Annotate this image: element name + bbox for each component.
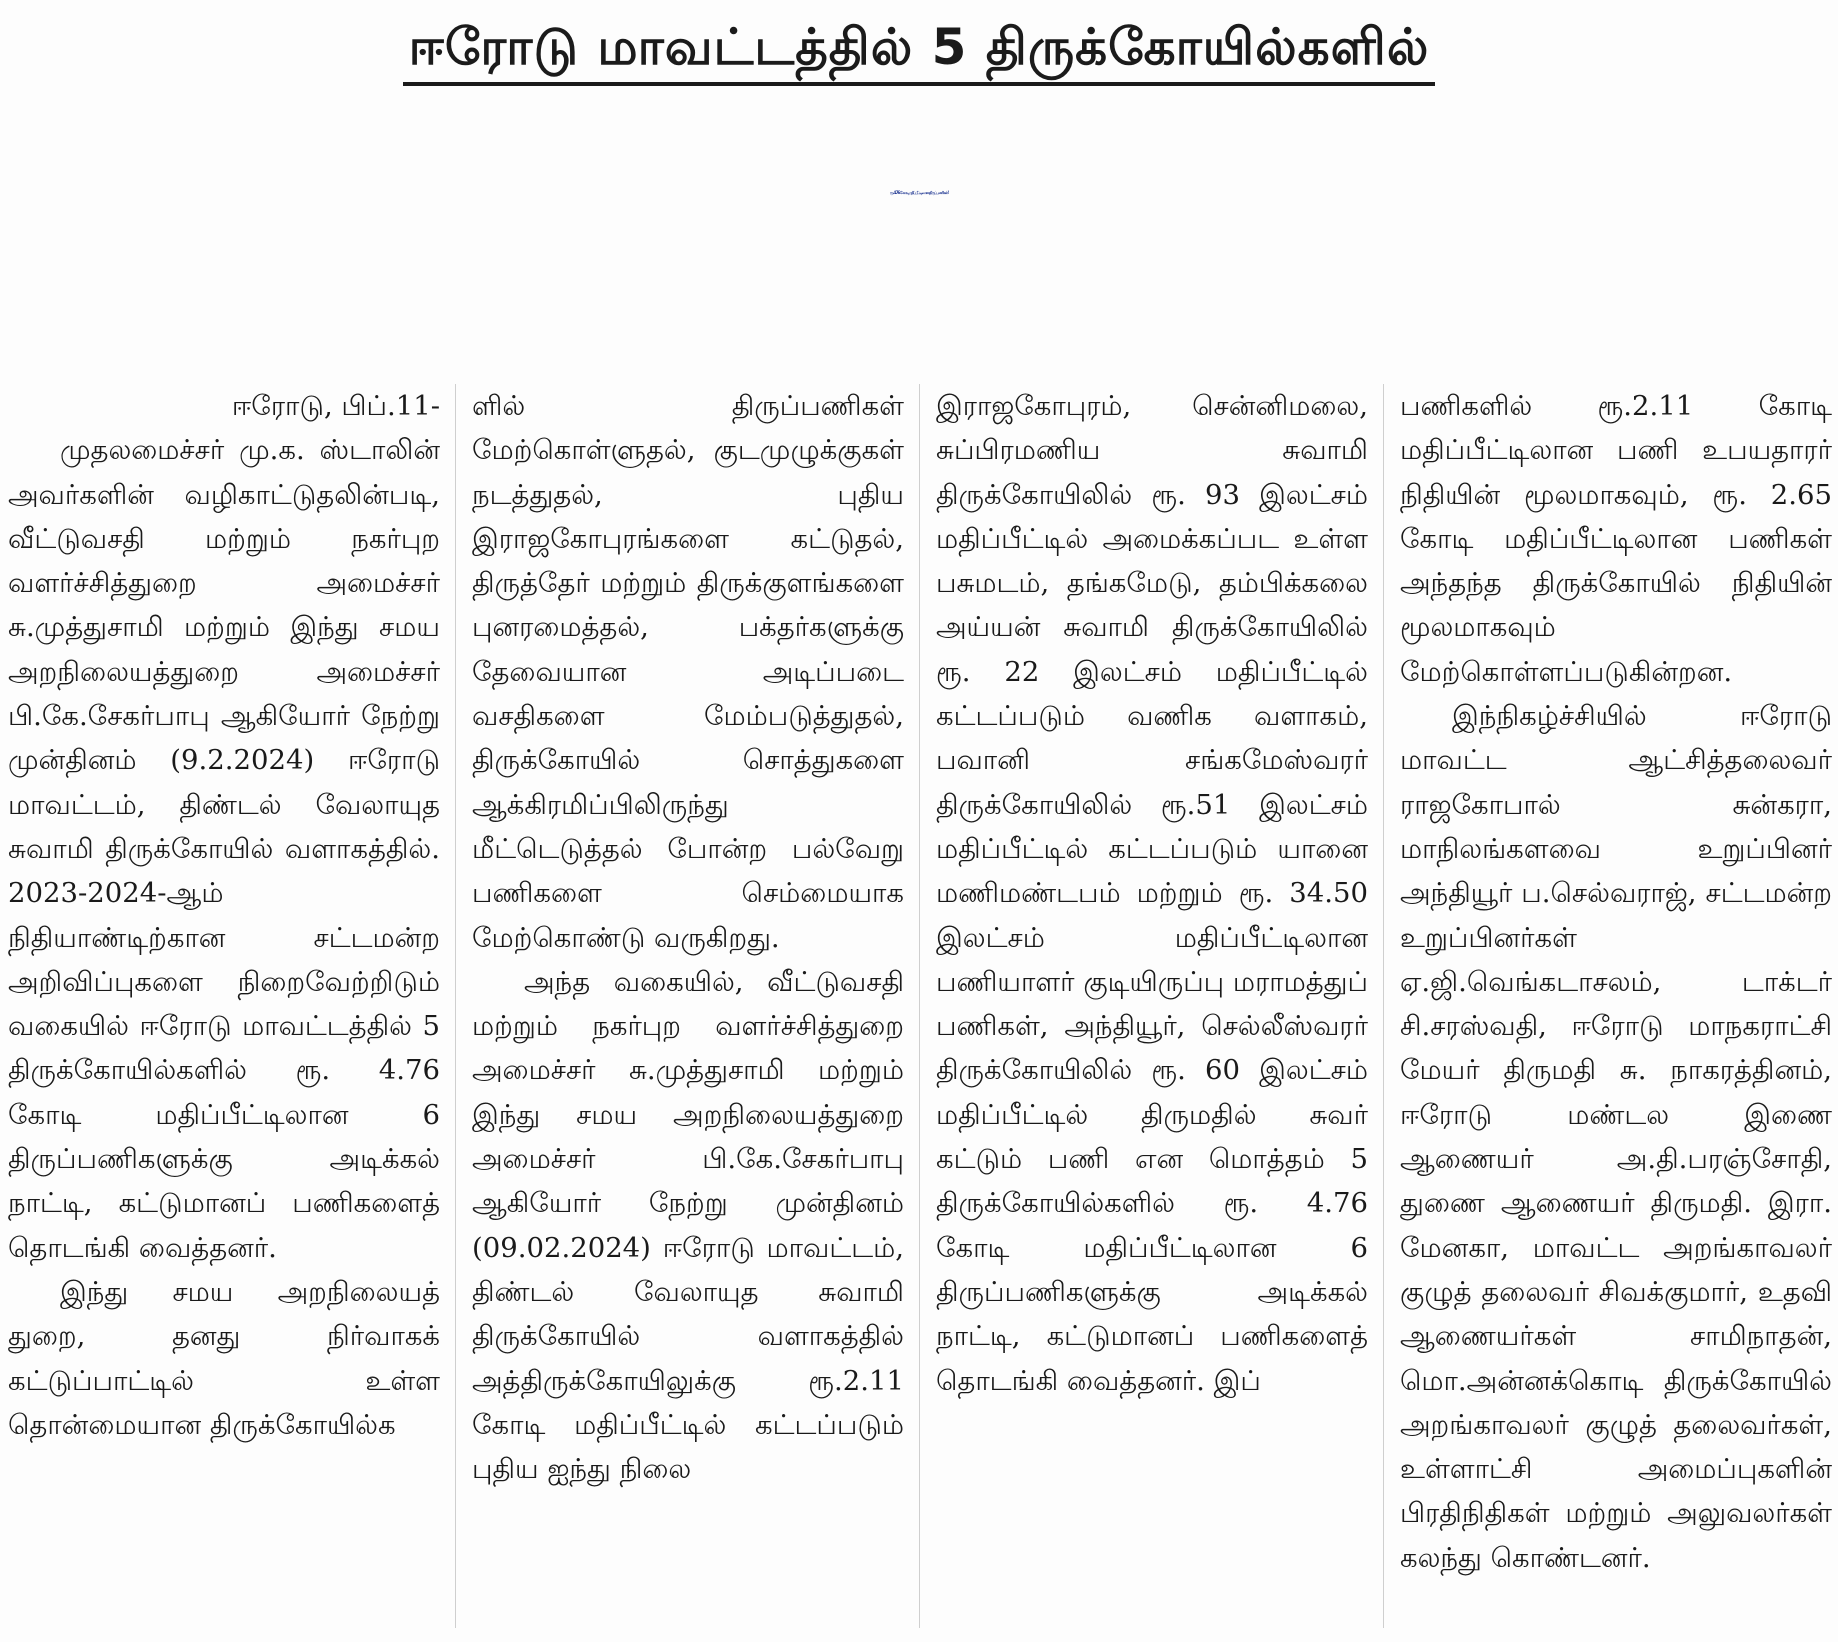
body-paragraph: இந்து சமய அறநிலையத் துறை, தனது நிர்வாகக் கட்டுப்பாட்டில் உள்ள தொன்மையான திருக்கோயில்க <box>8 1275 440 1441</box>
subheadline <box>0 282 1838 354</box>
column-divider <box>1383 384 1384 1628</box>
article-column-3 <box>936 384 1368 1628</box>
body-paragraph: முதலமைச்சர் மு.க. ஸ்டாலின் அவர்களின் வழிகாட்டுதலின்படி, வீட்டுவசதி மற்றும் நகர்புற வளர்ச்சித்துறை அமைச்சர் சு.முத்துசாமி மற்றும் இந்து சமய அறநிலையத்துறை அமைச்சர் பி.கே.சேகர்பாபு ஆகியோர் நேற்று முன்தினம் (9.2.2024) ஈரோடு மாவட்டம், திண்டல் வேலாயுத சுவாமி திருக்கோயில் வளாகத்தில். 2023-2024-ஆம் நிதியாண்டிற்கான சட்டமன்ற அறிவிப்புகளை நிறைவேற்றிடும் வகையில் ஈரோடு மாவட்டத்தில் 5 திருக்கோயில்களில் ரூ. 4.76 கோடி மதிப்பீட்டிலான 6 திருப்பணிகளுக்கு அடிக்கல் நாட்டி, கட்டுமானப் பணிகளைத் தொடங்கி வைத்தனர். <box>8 434 440 1264</box>
column-divider <box>455 384 456 1628</box>
article-body <box>8 384 1830 1628</box>
article-column-4 <box>1400 384 1832 1628</box>
article-column-1 <box>8 384 440 1628</box>
headline: ரூ. 4.76 கோடி மதிப்பீட்டிலான திருப்பணிகள்! <box>889 190 949 195</box>
body-paragraph-continued: பணிகளில் ரூ.2.11 கோடி மதிப்பீட்டிலான பணி உபயதாரர் நிதியின் மூலமாகவும், ரூ. 2.65 கோடி மதிப்பீட்டிலான பணிகள் அந்தந்த திருக்கோயில் நிதியின் மூலமாகவும் மேற்கொள்ளப்படுகின்றன. <box>1400 390 1832 688</box>
article-column-2 <box>472 384 904 1628</box>
kicker-line: ஈரோடு மாவட்டத்தில் 5 திருக்கோயில்களில் <box>403 14 1436 86</box>
body-paragraph: இந்நிகழ்ச்சியில் ஈரோடு மாவட்ட ஆட்சித்தலைவர் ராஜகோபால் சுன்கரா, மாநிலங்களவை உறுப்பினர் அந்தியூர் ப.செல்வராஜ், சட்டமன்ற உறுப்பினர்கள் ஏ.ஜி.வெங்கடாசலம், டாக்டர் சி.சரஸ்வதி, ஈரோடு மாநகராட்சி மேயர் திருமதி சு. நாகரத்தினம், ஈரோடு மண்டல இணை ஆணையர் அ.தி.பரஞ்சோதி, துணை ஆணையர் திருமதி. இரா. மேனகா, மாவட்ட அறங்காவலர் குழுத் தலைவர் சிவக்குமார், உதவி ஆணையர்கள் சாமிநாதன், மொ.அன்னக்கொடி திருக்கோயில் அறங்காவலர் குழுத் தலைவர்கள், உள்ளாட்சி அமைப்புகளின் பிரதிநிதிகள் மற்றும் அலுவலர்கள் கலந்து கொண்டனர். <box>1400 700 1832 1574</box>
body-paragraph: அந்த வகையில், வீட்டுவசதி மற்றும் நகர்புற வளர்ச்சித்துறை அமைச்சர் சு.முத்துசாமி மற்றும் இந்து சமய அறநிலையத்துறை அமைச்சர் பி.கே.சேகர்பாபு ஆகியோர் நேற்று முன்தினம் (09.02.2024) ஈரோடு மாவட்டம், திண்டல் வேலாயுத சுவாமி திருக்கோயில் வளாகத்தில் அத்திருக்கோயிலுக்கு ரூ.2.11 கோடி மதிப்பீட்டில் கட்டப்படும் புதிய ஐந்து நிலை <box>472 965 904 1486</box>
column-divider <box>919 384 920 1628</box>
body-paragraph-continued: இராஜகோபுரம், சென்னிமலை, சுப்பிரமணிய சுவாமி திருக்கோயிலில் ரூ. 93 இலட்சம் மதிப்பீட்டில் அமைக்கப்பட உள்ள பசுமடம், தங்கமேடு, தம்பிக்கலை அய்யன் சுவாமி திருக்கோயிலில் ரூ. 22 இலட்சம் மதிப்பீட்டில் கட்டப்படும் வணிக வளாகம், பவானி சங்கமேஸ்வரர் திருக்கோயிலில் ரூ.51 இலட்சம் மதிப்பீட்டில் கட்டப்படும் யானை மணிமண்டபம் மற்றும் ரூ. 34.50 இலட்சம் மதிப்பீட்டிலான பணியாளர் குடியிருப்பு மராமத்துப் பணிகள், அந்தியூர், செல்லீஸ்வரர் திருக்கோயிலில் ரூ. 60 இலட்சம் மதிப்பீட்டில் திருமதில் சுவர் கட்டும் பணி என மொத்தம் 5 திருக்கோயில்களில் ரூ. 4.76 கோடி மதிப்பீட்டிலான 6 திருப்பணிகளுக்கு அடிக்கல் நாட்டி, கட்டுமானப் பணிகளைத் தொடங்கி வைத்தனர். இப் <box>936 390 1368 1397</box>
body-paragraph-continued: ளில் திருப்பணிகள் மேற்கொள்ளுதல், குடமுழுக்குகள் நடத்துதல், புதிய இராஜகோபுரங்களை கட்டுதல், திருத்தேர் மற்றும் திருக்குளங்களை புனரமைத்தல், பக்தர்களுக்கு தேவையான அடிப்படை வசதிகளை மேம்படுத்துதல், திருக்கோயில் சொத்துகளை ஆக்கிரமிப்பிலிருந்து மீட்டெடுத்தல் போன்ற பல்வேறு பணிகளை செம்மையாக மேற்கொண்டு வருகிறது. <box>472 390 904 954</box>
dateline: ஈரோடு, பிப்.11- <box>231 390 440 422</box>
kicker-wrapper <box>0 14 1838 86</box>
